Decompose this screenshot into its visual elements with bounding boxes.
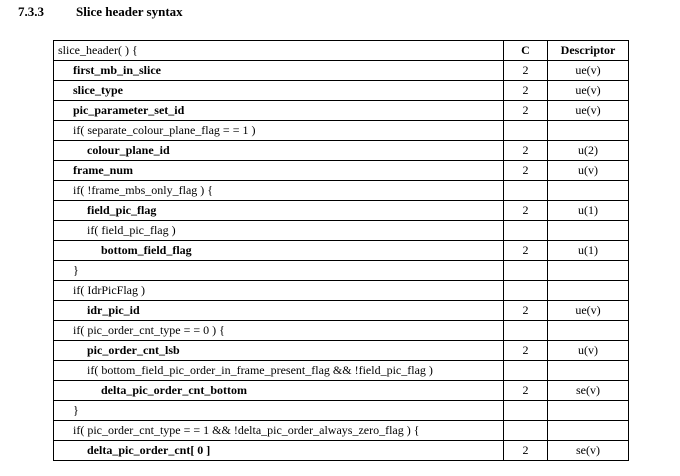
syntax-element: frame_num <box>54 161 504 181</box>
descriptor-cell <box>548 261 629 281</box>
category-cell <box>504 181 548 201</box>
category-cell <box>504 421 548 441</box>
table-row <box>54 201 629 221</box>
descriptor-cell: u(v) <box>548 161 629 181</box>
syntax-element: colour_plane_id <box>54 141 504 161</box>
descriptor-cell <box>548 181 629 201</box>
table-row <box>54 281 629 301</box>
c-column-header: C <box>504 41 548 61</box>
category-cell: 2 <box>504 61 548 81</box>
table-row <box>54 101 629 121</box>
table-row <box>54 361 629 381</box>
descriptor-cell: se(v) <box>548 441 629 461</box>
category-cell: 2 <box>504 241 548 261</box>
table-row <box>54 381 629 401</box>
condition-statement: if( field_pic_flag ) <box>54 221 504 241</box>
table-row <box>54 61 629 81</box>
category-cell <box>504 321 548 341</box>
descriptor-cell <box>548 221 629 241</box>
category-cell <box>504 281 548 301</box>
descriptor-column-header: Descriptor <box>548 41 629 61</box>
section-title: Slice header syntax <box>76 4 183 19</box>
table-row <box>54 161 629 181</box>
category-cell: 2 <box>504 341 548 361</box>
slice-header-syntax-table <box>53 40 629 461</box>
table-row <box>54 181 629 201</box>
closing-brace: } <box>54 261 504 281</box>
descriptor-cell: u(v) <box>548 341 629 361</box>
category-cell: 2 <box>504 441 548 461</box>
category-cell: 2 <box>504 381 548 401</box>
category-cell: 2 <box>504 101 548 121</box>
condition-statement: if( bottom_field_pic_order_in_frame_present_flag && !field_pic_flag ) <box>54 361 504 381</box>
condition-statement: if( pic_order_cnt_type = = 1 && !delta_pic_order_always_zero_flag ) { <box>54 421 504 441</box>
descriptor-cell: u(1) <box>548 201 629 221</box>
descriptor-cell <box>548 401 629 421</box>
category-cell <box>504 121 548 141</box>
syntax-element: slice_type <box>54 81 504 101</box>
category-cell <box>504 401 548 421</box>
syntax-element: bottom_field_flag <box>54 241 504 261</box>
descriptor-cell: u(2) <box>548 141 629 161</box>
syntax-element: pic_parameter_set_id <box>54 101 504 121</box>
descriptor-cell: ue(v) <box>548 61 629 81</box>
category-cell <box>504 361 548 381</box>
syntax-element: pic_order_cnt_lsb <box>54 341 504 361</box>
syntax-element: idr_pic_id <box>54 301 504 321</box>
table-row <box>54 81 629 101</box>
table-row <box>54 401 629 421</box>
section-number: 7.3.3 <box>18 4 44 19</box>
syntax-element: delta_pic_order_cnt_bottom <box>54 381 504 401</box>
category-cell: 2 <box>504 201 548 221</box>
descriptor-cell: ue(v) <box>548 81 629 101</box>
category-cell <box>504 261 548 281</box>
syntax-element: field_pic_flag <box>54 201 504 221</box>
descriptor-cell: ue(v) <box>548 101 629 121</box>
descriptor-cell <box>548 361 629 381</box>
condition-statement: if( IdrPicFlag ) <box>54 281 504 301</box>
descriptor-cell <box>548 321 629 341</box>
syntax-element: delta_pic_order_cnt[ 0 ] <box>54 441 504 461</box>
table-row <box>54 221 629 241</box>
syntax-header-cell: slice_header( ) { <box>54 41 504 61</box>
descriptor-cell <box>548 421 629 441</box>
category-cell <box>504 221 548 241</box>
table-row <box>54 441 629 461</box>
descriptor-cell: u(1) <box>548 241 629 261</box>
table-header-row <box>54 41 629 61</box>
descriptor-cell <box>548 121 629 141</box>
table-row <box>54 341 629 361</box>
descriptor-cell: se(v) <box>548 381 629 401</box>
condition-statement: if( pic_order_cnt_type = = 0 ) { <box>54 321 504 341</box>
category-cell: 2 <box>504 301 548 321</box>
table-row <box>54 261 629 281</box>
descriptor-cell <box>548 281 629 301</box>
category-cell: 2 <box>504 161 548 181</box>
condition-statement: if( separate_colour_plane_flag = = 1 ) <box>54 121 504 141</box>
table-row <box>54 321 629 341</box>
syntax-element: first_mb_in_slice <box>54 61 504 81</box>
condition-statement: if( !frame_mbs_only_flag ) { <box>54 181 504 201</box>
table-row <box>54 141 629 161</box>
table-row <box>54 301 629 321</box>
section-heading <box>18 4 183 20</box>
table-row <box>54 241 629 261</box>
table-row <box>54 121 629 141</box>
descriptor-cell: ue(v) <box>548 301 629 321</box>
table-row <box>54 421 629 441</box>
category-cell: 2 <box>504 141 548 161</box>
category-cell: 2 <box>504 81 548 101</box>
closing-brace: } <box>54 401 504 421</box>
